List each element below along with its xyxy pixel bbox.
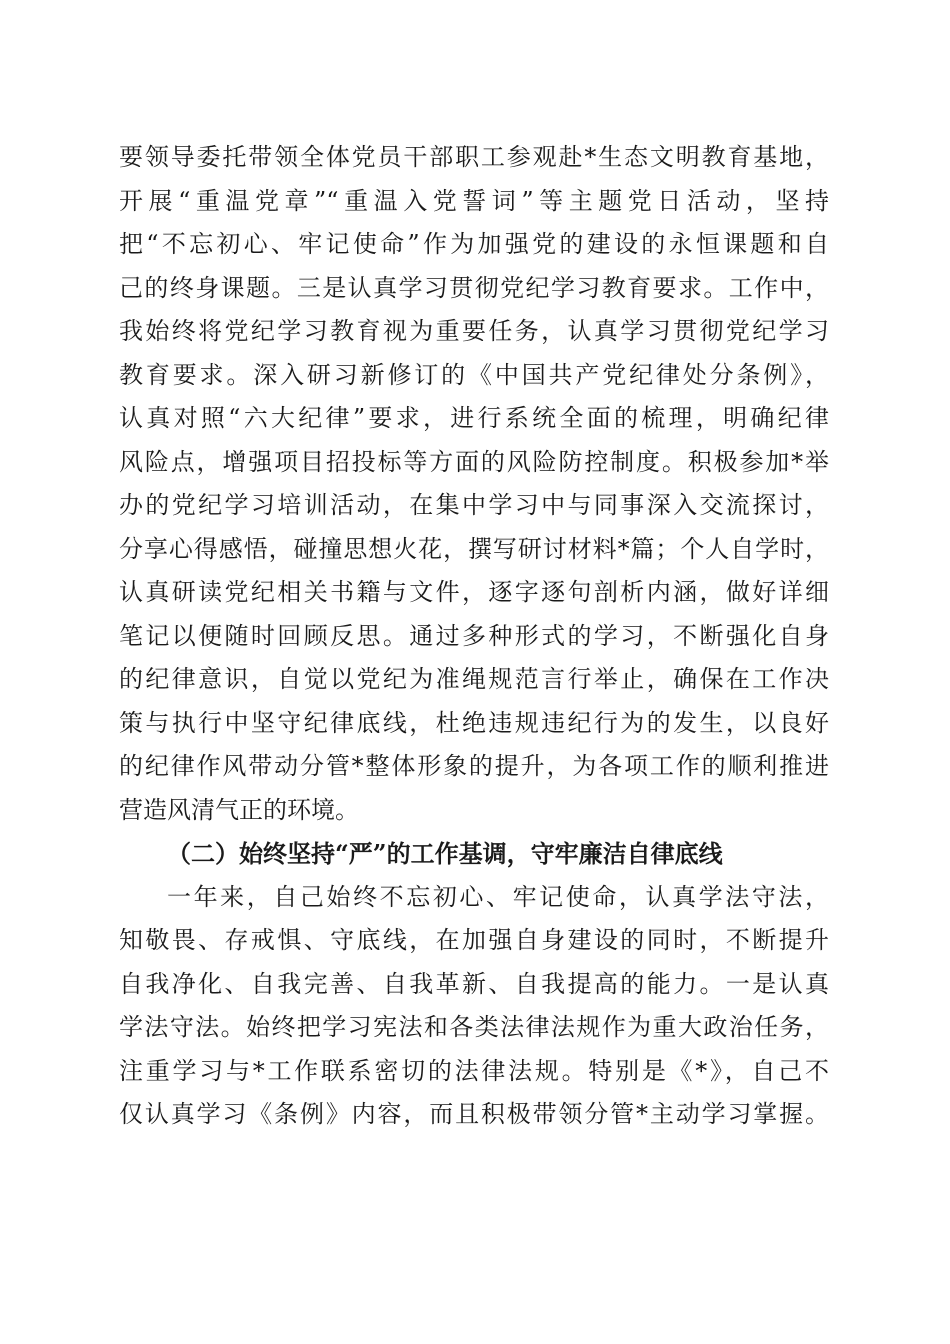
text-line: 要领导委托带领全体党员干部职工参观赴*生态文明教育基地， [119,143,829,171]
text-line: 认真对照“六大纪律”要求，进行系统全面的梳理，明确纪律 [119,404,829,432]
paragraph-integrity [119,876,829,1137]
document-body [119,136,829,1137]
text-line: 一年来，自己始终不忘初心、牢记使命，认真学法守法， [167,882,829,911]
text-line: 笔记以便随时回顾反思。通过多种形式的学习，不断强化自身 [119,621,829,650]
text-line: 学法守法。始终把学习宪法和各类法律法规作为重大政治任务， [119,1013,829,1041]
text-line: 策与执行中坚守纪律底线，杜绝违规违纪行为的发生，以良好 [119,708,829,737]
text-line: 仅认真学习《条例》内容，而且积极带领分管*主动学习掌握。 [119,1100,829,1128]
text-line: 营造风清气正的环境。 [119,795,359,824]
text-line: 风险点，增强项目招投标等方面的风险防控制度。积极参加*举 [119,447,829,476]
text-line: 开展“重温党章”“重温入党誓词”等主题党日活动，坚持 [119,186,829,215]
text-line: 自我净化、自我完善、自我革新、自我提高的能力。一是认真 [119,969,829,998]
text-line: 己的终身课题。三是认真学习贯彻党纪学习教育要求。工作中， [119,273,829,302]
text-line: 的纪律意识，自觉以党纪为准绳规范言行举止，确保在工作决 [119,665,829,693]
text-line: 的纪律作风带动分管*整体形象的提升，为各项工作的顺利推进 [119,752,829,780]
text-line: 教育要求。深入研习新修订的《中国共产党纪律处分条例》， [119,360,829,389]
section-heading: （二）始终坚持“严”的工作基调，守牢廉洁自律底线 [167,839,723,868]
text-line: 分享心得感悟，碰撞思想火花，撰写研讨材料*篇；个人自学时， [119,534,829,563]
paragraph-party-discipline [119,136,829,832]
text-line: 办的党纪学习培训活动，在集中学习中与同事深入交流探讨， [119,491,829,519]
text-line: 注重学习与*工作联系密切的法律法规。特别是《*》，自己不 [119,1056,829,1085]
text-line: 我始终将党纪学习教育视为重要任务，认真学习贯彻党纪学习 [119,317,829,345]
text-line: 认真研读党纪相关书籍与文件，逐字逐句剖析内涵，做好详细 [119,578,829,606]
text-line: 知敬畏、存戒惧、守底线，在加强自身建设的同时，不断提升 [119,926,829,954]
text-line: 把“不忘初心、牢记使命”作为加强党的建设的永恒课题和自 [119,230,829,258]
